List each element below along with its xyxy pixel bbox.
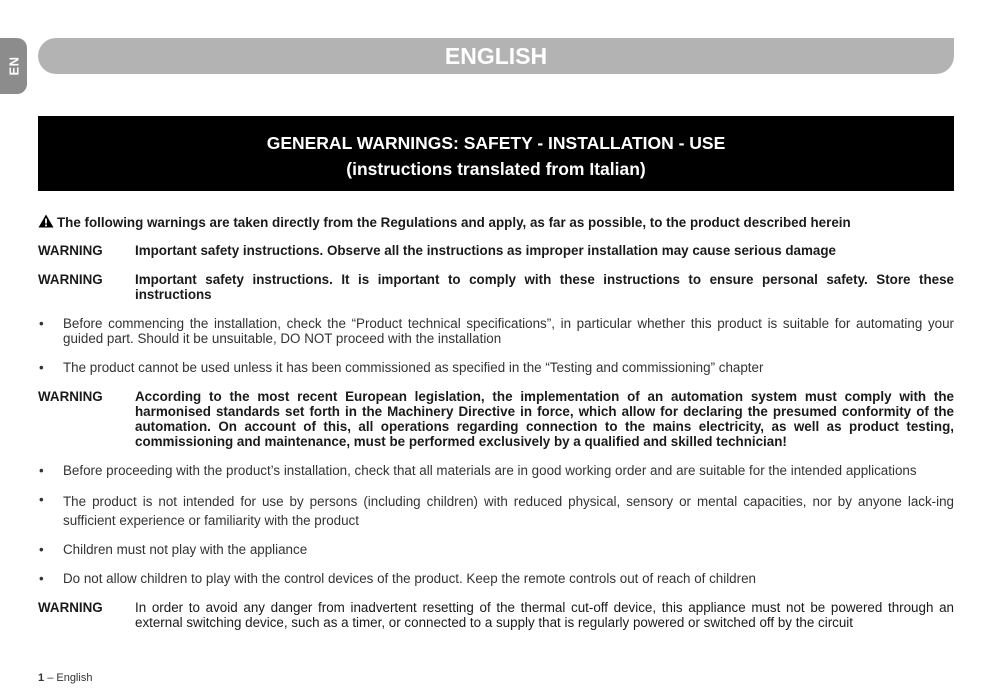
warning-label: WARNING (38, 272, 103, 287)
section-subtitle: (instructions translated from Italian) (346, 159, 646, 179)
bullet-marker: • (39, 542, 44, 557)
bullet-item (38, 571, 954, 586)
warning-triangle-icon (38, 214, 54, 228)
section-title-box (38, 116, 954, 191)
warning-label: WARNING (38, 389, 103, 404)
bullet-item (38, 316, 954, 346)
bullet-text: Before commencing the installation, check the “Product technical specifications”, in particular whether this product is suitable for automating your guided part. Should it be unsuitable, DO NOT proceed with the installation (63, 316, 954, 346)
page-footer-label: – English (47, 672, 93, 684)
warning-text: Important safety instructions. Observe all the instructions as improper installation may cause serious damage (135, 243, 836, 258)
page-number: 1 (38, 672, 45, 684)
bullet-marker: • (39, 463, 44, 478)
warning-item (38, 389, 954, 449)
warning-item (38, 243, 954, 258)
bullet-item (38, 360, 954, 375)
bullet-text: The product is not intended for use by persons (including children) with reduced physical, sensory or mental capacities, nor by anyone lack-ing sufficient experience or familiarity with the product (63, 494, 954, 528)
bullet-text: Do not allow children to play with the control devices of the product. Keep the remote controls out of reach of children (63, 571, 756, 586)
bullet-text: Children must not play with the appliance (63, 542, 308, 557)
bullet-item (38, 463, 954, 478)
section-title: GENERAL WARNINGS: SAFETY - INSTALLATION - USE (266, 133, 726, 153)
bullet-marker: • (39, 360, 44, 375)
bullet-marker: • (39, 492, 44, 507)
language-header: ENGLISH (38, 38, 954, 74)
warning-label: WARNING (38, 600, 103, 615)
language-tab (0, 38, 27, 94)
warning-text: According to the most recent European legislation, the implementation of an automation system must comply with the harmonised standards set forth in the Machinery Directive in force, which allow for declaring the presumed conformity of the automation. On account of this, all operations regarding connection to the mains electricity, as well as product testing, commissioning and maintenance, must be performed exclusively by a qualified and skilled technician! (135, 389, 954, 449)
bullet-text: Before proceeding with the product’s installation, check that all materials are in good working order and are suitable for the intended applications (63, 463, 917, 478)
bullet-marker: • (39, 571, 44, 586)
language-tab-label: EN (6, 56, 21, 76)
warning-item (38, 600, 954, 630)
bullet-item (38, 492, 954, 530)
warning-text: Important safety instructions. It is important to comply with these instructions to ensure personal safety. Store these instructions (135, 272, 954, 302)
warning-item (38, 272, 954, 302)
intro-line (38, 214, 954, 230)
warning-label: WARNING (38, 243, 103, 258)
intro-text: The following warnings are taken directly from the Regulations and apply, as far as possible, to the product described herein (57, 215, 851, 230)
page-footer (38, 672, 92, 684)
bullet-marker: • (39, 316, 44, 331)
warning-text: In order to avoid any danger from inadvertent resetting of the thermal cut-off device, this appliance must not be powered through an external switching device, such as a timer, or connected to a supply that is regularly powered or switched off by the circuit (135, 600, 954, 630)
warnings-content (38, 214, 954, 644)
bullet-text: The product cannot be used unless it has been commissioned as specified in the “Testing and commissioning” chapter (63, 360, 764, 375)
bullet-item (38, 542, 954, 557)
